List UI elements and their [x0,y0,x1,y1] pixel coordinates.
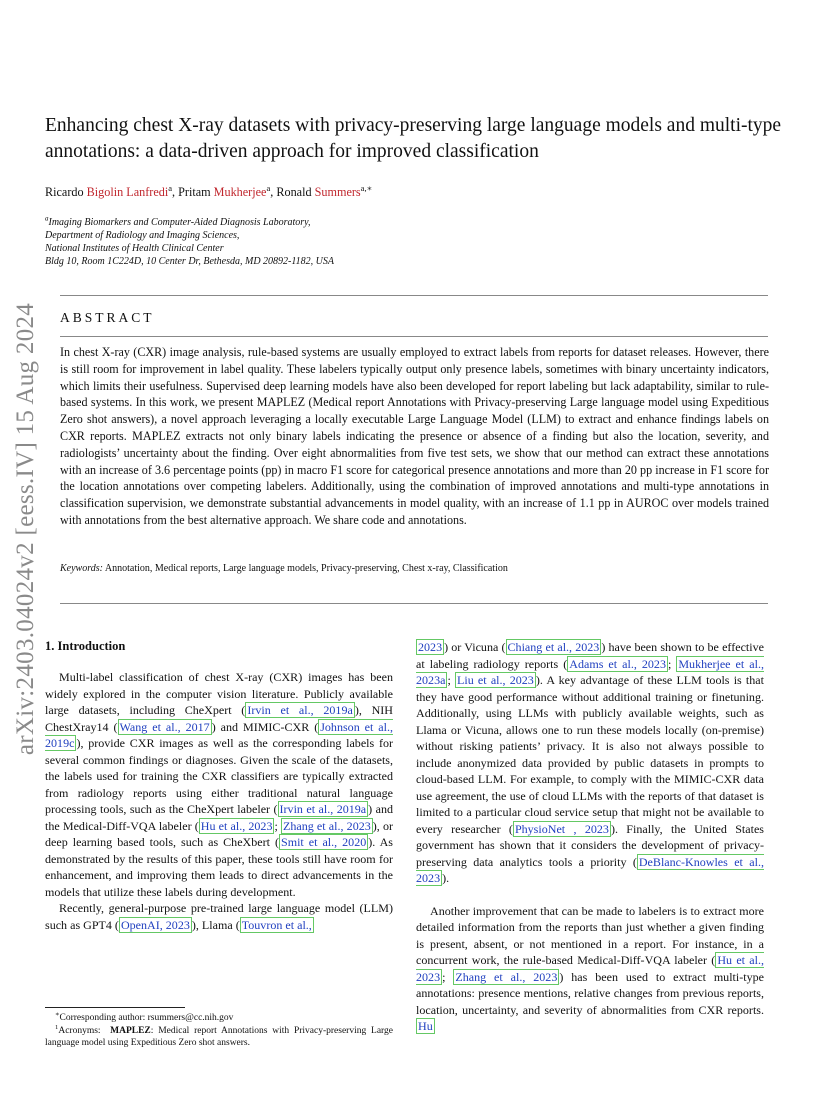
citation-link[interactable]: Irvin et al., 2019a [247,703,353,717]
body-text: ; [447,673,455,687]
body-text: ; [667,656,677,671]
citation-link[interactable]: Johnson et al., 2019c [45,719,394,750]
divider [60,295,768,296]
affiliation-line: Department of Radiology and Imaging Sciences, [45,230,240,241]
body-text: ; [274,818,281,833]
body-text: ), NIH ChestXray14 ( [45,703,394,734]
citation-link[interactable]: Liu et al., 2023 [457,673,534,687]
citation-link[interactable]: OpenAI, 2023 [120,917,190,932]
abstract-text: In chest X-ray (CXR) image analysis, rule-based systems are usually employed to extract labels from reports for dataset releases. However, there is still room for improvement in label quality. These labelers typically output only presence labels, sometimes with binary uncertainty indicators, which limits their usefulness. Supervised deep learning models have also been developed for report labeling but lack adaptability, similar to rule-based systems. In this work, we present MAPLEZ (Medical report Annotations with Privacy-preserving Large language model using Expeditious Zero shot answers), a novel approach leveraging a locally executable Large Language Model (LLM) to extract and enhance findings labels on CXR reports. MAPLEZ extracts not only binary labels indicating the presence or absence of a finding but also the location, severity, and radiologists’ uncertainty about the finding. Over eight abnormalities from five test sets, we show that our method can extract these annotations with an increase of 3.6 percentage points (pp) in macro F1 score for categorical presence annotations and more than 20 pp increase in F1 score for the location annotations over competing labelers. Additionally, using the combination of improved annotations and multi-type annotations in classification supervision, we demonstrate substantial advancements in model quality, with an increase of 1.1 pp in AUROC over models trained with annotations from the best alternative approach. We share code and annotations. [60,345,769,527]
affiliation: $^a$Imaging Biomarkers and Computer-Aided Diagnosis Laboratory, Department of Radiology and Imaging Sciences, National Institutes of Health Clinical Center Bldg 10, Room 1C224D, 10 Center Dr, Bethesda, MD 20892-1182, USA [45,214,334,267]
arxiv-identifier: arXiv:2403.04024v2 [eess.IV] 15 Aug 2024 [12,302,39,756]
body-text: ). [442,871,450,885]
paragraph [45,669,393,900]
body-text: ; [442,969,454,984]
body-text: Another improvement that can be made to labelers is to extract more detailed information from the reports than just whether a given finding is present, absent, or not mentioned in a report. For instance, in a concurrent work, the rule-based Medical-Diff-VQA labeler ( [416,903,764,967]
body-text: ), or deep learning based tools, such as CheXbert ( [45,818,393,849]
left-column [45,669,393,933]
paragraph [416,639,764,887]
citation-link[interactable]: 2023 [418,640,443,654]
paragraph [45,900,393,933]
footnotes [45,1012,393,1050]
keywords: Keywords: Annotation, Medical reports, Large language models, Privacy-preserving, Chest x-ray, Classification [60,563,508,574]
citation-link[interactable]: Wang et al., 2017 [119,719,210,734]
author-3-surname-link[interactable]: Summers [314,185,361,199]
citation-link[interactable]: Touvron et al., [241,917,312,932]
author-list: Ricardo Bigolin Lanfredi$^a$, Pritam Mukherjee$^a$, Ronald Summers$^{a,∗}$ [45,182,373,199]
citation-link[interactable]: Zhang et al., 2023 [455,969,558,984]
citation-link[interactable]: Zhang et al., 2023 [283,818,371,833]
arxiv-side-stamp [6,288,46,770]
body-text: Recently, general-purpose pre-trained large language model (LLM) such as GPT4 ( [45,901,393,932]
author-2: Pritam Mukherjee$^a$ [178,182,271,199]
citation-link[interactable]: PhysioNet , 2023 [514,821,609,836]
divider [60,603,768,604]
body-text: ), Llama ( [191,917,240,932]
body-text: ). As demonstrated by the results of this paper, these tools still have room for enhancement, and improving them leads to direct advancements in the models that utilize these labels during development. [45,835,393,899]
footnote-rule [45,1007,185,1008]
body-text: ) and MIMIC-CXR ( [211,719,319,734]
body-text: ) or Vicuna ( [444,640,506,654]
author-1: Ricardo Bigolin Lanfredi$^a$ [45,182,173,199]
body-text: ) and the Medical-Diff-VQA labeler ( [45,802,393,833]
body-text: Multi-label classification of chest X-ray (CXR) images has been widely explored in the computer vision literature. Publicly available large datasets, including CheXpert ( [45,670,393,717]
paragraph [416,903,764,1035]
body-text: ). A key advantage of these LLM tools is that they have good performance without additional training or finetuning. Additionally, using LLMs with publicly available weights, such as Llama or Vicuna, allows one to run these models locally (on-premise) without risking patients’ privacy. It is also not always possible to include anonymized data provided by public datasets in prompts to cloud-based LLM. For example, to comply with the MIMIC-CXR data use agreement, the use of cloud LLMs with the reports of that dataset is limited to a particular cloud service setup that might not be available to every researcher ( [416,673,764,836]
affiliation-line: Imaging Biomarkers and Computer-Aided Diagnosis Laboratory, [48,217,311,228]
citation-link[interactable]: Adams et al., 2023 [569,656,666,671]
paper-title: Enhancing chest X-ray datasets with privacy-preserving large language models and multi-type annotations: a data-driven approach for improved classification [45,115,782,162]
citation-link[interactable]: Chiang et al., 2023 [507,640,600,654]
citation-link[interactable]: Mukherjee et al., 2023a [416,656,764,687]
body-text: ) has been used to extract multi-type annotations: presence mentions, relative changes from previous reports, location, uncertainty, and severity of abnormalities from CXR reports. [416,969,765,1017]
citation-link[interactable]: Smit et al., 2020 [281,835,367,849]
author-2-surname-link[interactable]: Mukherjee [213,185,267,199]
affiliation-line: Bldg 10, Room 1C224D, 10 Center Dr, Bethesda, MD 20892-1182, USA [45,256,334,267]
right-column [416,639,764,1035]
citation-link[interactable]: Irvin et al., 2019a [279,802,367,816]
citation-link[interactable]: Hu et al., 2023 [416,953,764,984]
author-1-surname-link[interactable]: Bigolin Lanfredi [86,185,169,199]
body-text: ), provide CXR images as well as the corresponding labels for several common findings or diagnoses. Given the scale of the datasets, the labels used for training the CXR classifiers are typically extracted from radiology reports using either traditional natural language processing tools, such as the CheXpert labeler ( [45,736,393,816]
footnote-acronyms: $^1$Acronyms: MAPLEZ: Medical report Annotations with Privacy-preserving Large language model using Expeditious Zero shot answers. [45,1023,394,1048]
divider [60,336,768,337]
citation-link[interactable]: DeBlanc-Knowles et al., 2023 [416,854,764,885]
abstract-heading: ABSTRACT [60,310,155,325]
affiliation-line: National Institutes of Health Clinical Center [45,243,224,254]
citation-link[interactable]: Hu et al., 2023 [200,818,273,833]
author-3: Ronald Summers$^{a,∗}$ [276,182,373,199]
citation-link[interactable]: Hu [418,1019,433,1033]
section-heading-introduction: 1. Introduction [45,639,126,653]
body-text: ). Finally, the United States government has shown that it considers the development of privacy-preserving data analytics tools a priority ( [416,821,764,869]
footnote-corresponding: ∗Corresponding author: rsummers@cc.nih.gov [55,1010,234,1023]
body-text: ) have been shown to be effective at labeling radiology reports ( [416,640,764,671]
